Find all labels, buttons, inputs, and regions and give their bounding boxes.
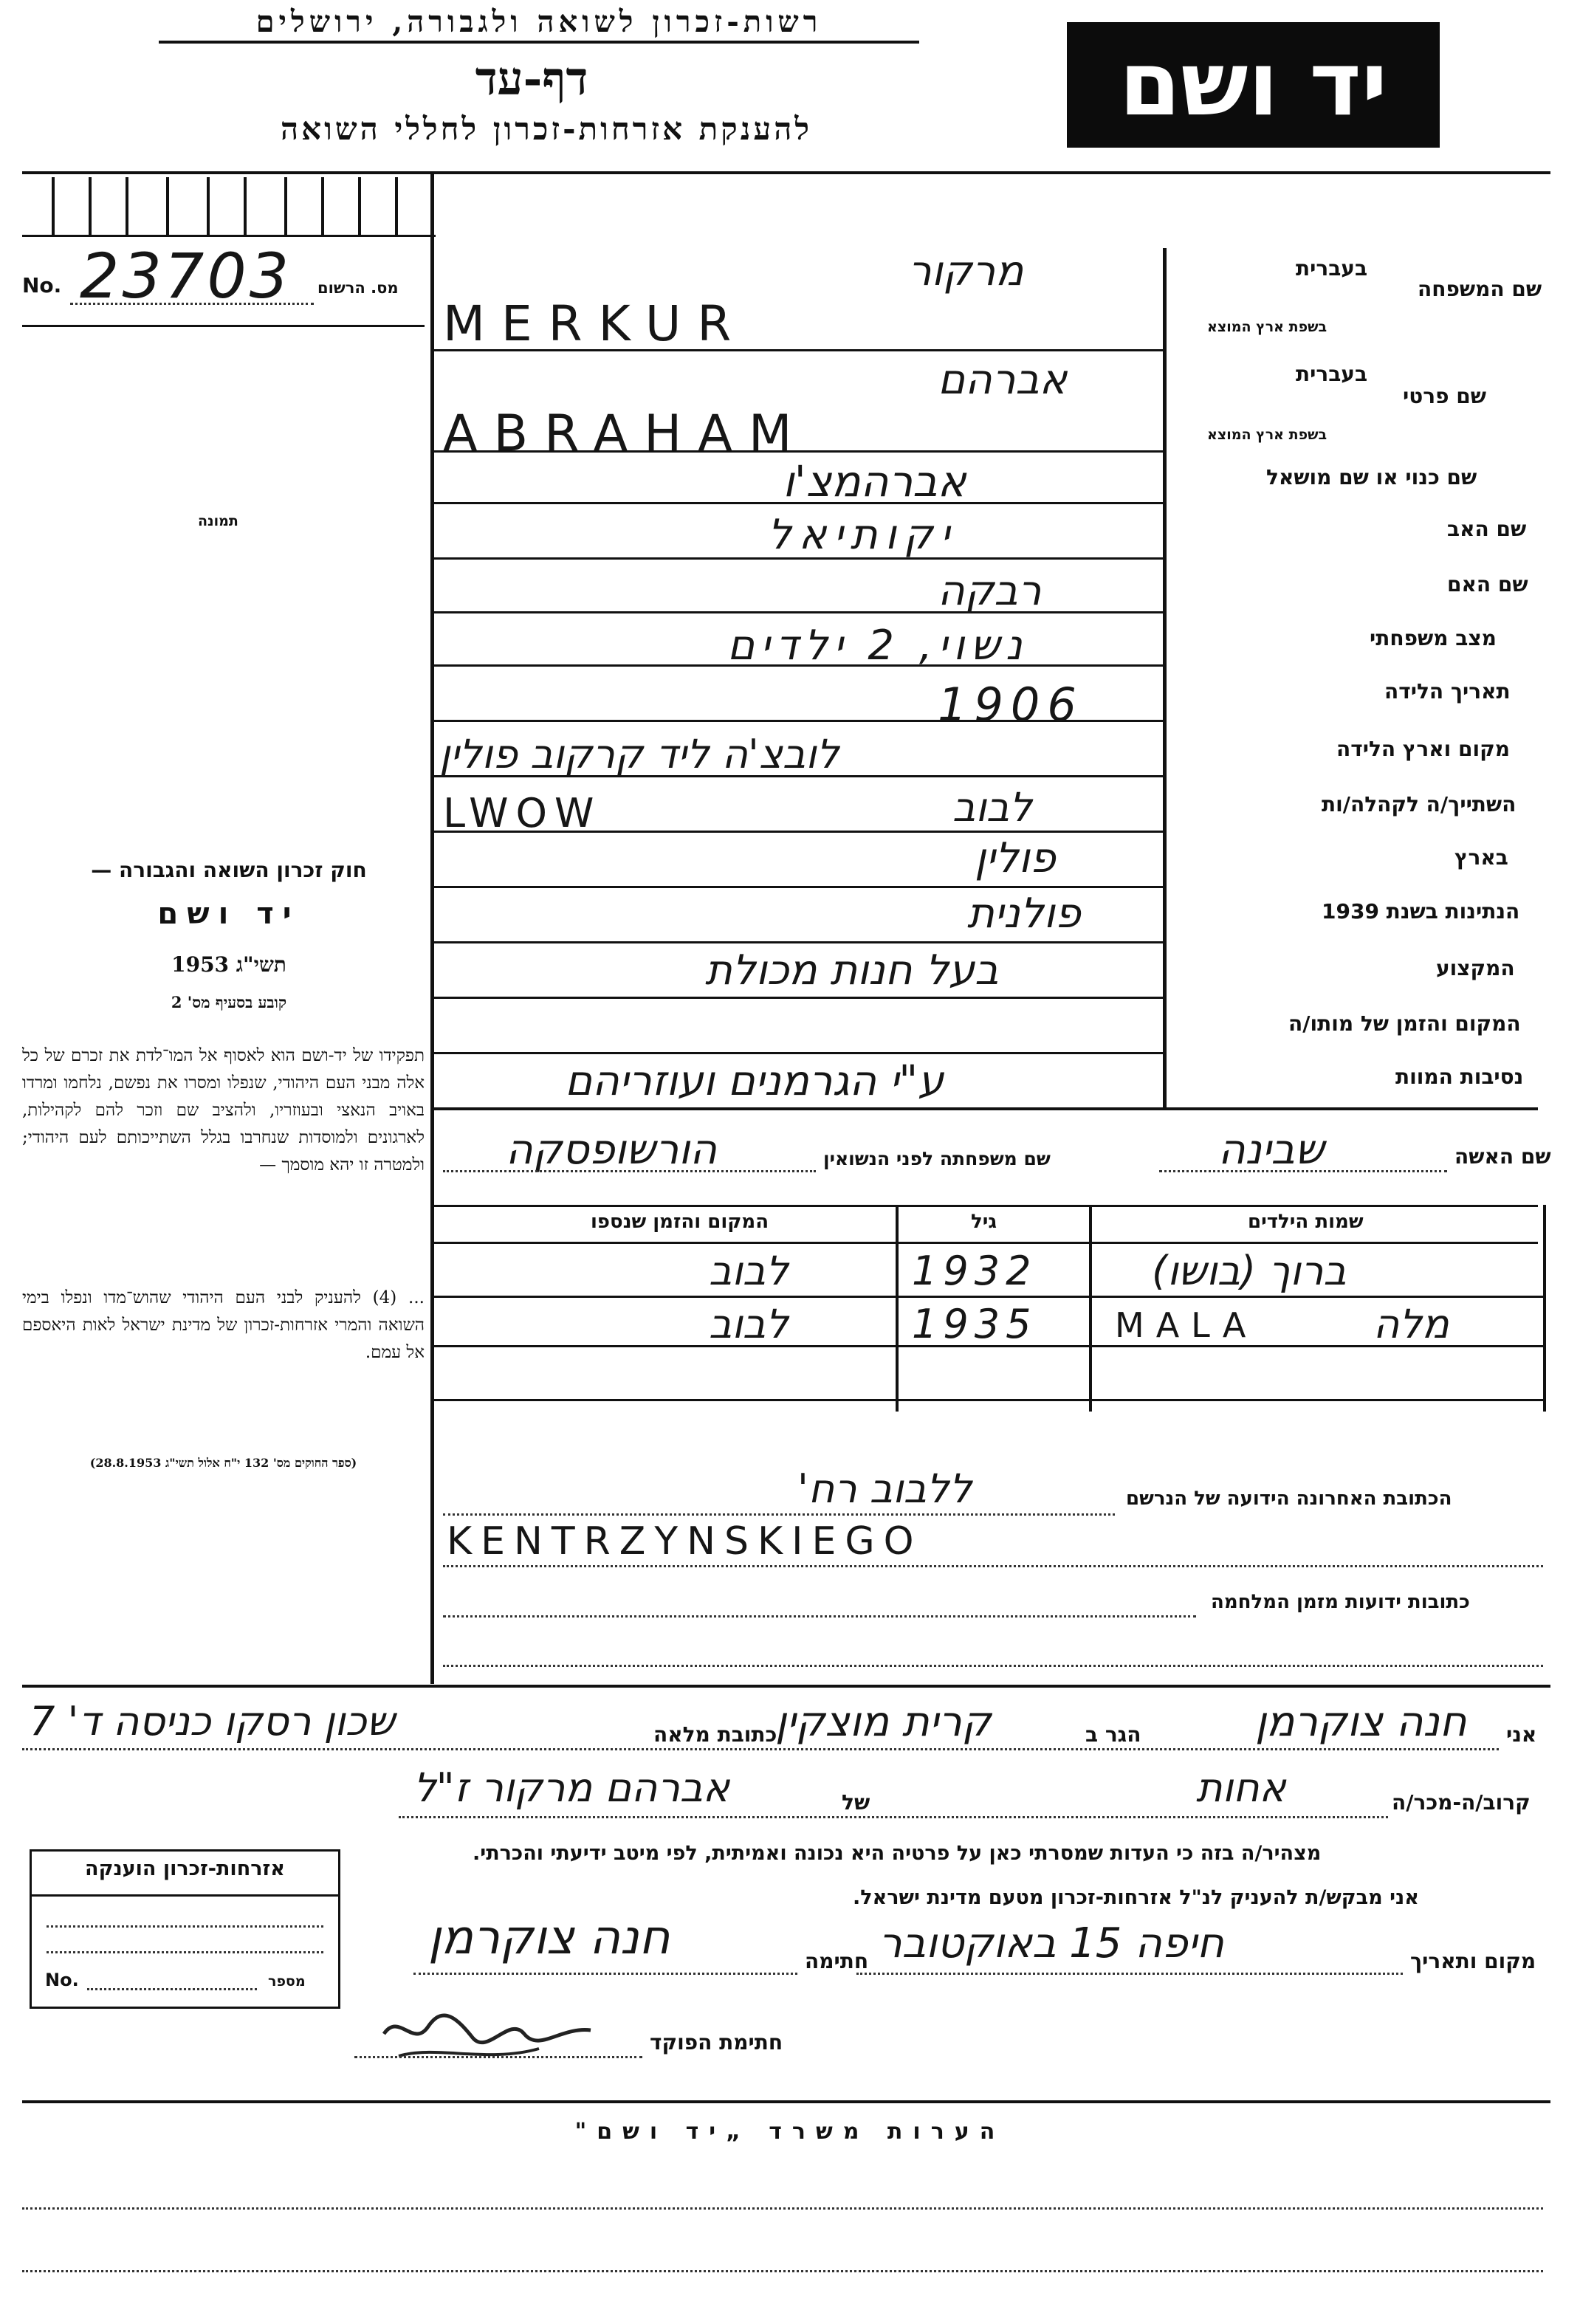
- in-country-language-label: בשפת ארץ המוצא: [1207, 319, 1327, 335]
- death-cause-value: ע"י הגרמנים ועוזריהם: [565, 1057, 944, 1105]
- nickname-value: אברהמצ'ו: [783, 456, 966, 506]
- yad-vashem-logo: [1067, 22, 1440, 148]
- child-2-name: מלה: [1373, 1301, 1449, 1347]
- officer-dots: [354, 2056, 642, 2058]
- war-address-dots: [443, 1615, 1196, 1617]
- declare-line: מצהיר/ה בזה כי העדות שמסרתי כאן על פרטיה היא נכונה ואמיתית, לפי מיטב ידיעתי והכרתי.: [473, 1842, 1322, 1865]
- address-hebrew-value: ללבוב רח': [797, 1465, 972, 1512]
- officer-label: חתימת הפוקד: [650, 2030, 783, 2055]
- page-subtitle: להענקת אזרחות-זכרון לחללי השואה: [280, 111, 813, 147]
- citizenship-box-title: אזרחות-זכרון הוענקה: [85, 1857, 285, 1880]
- citizenship-box-no-dots: [87, 1988, 257, 1990]
- in-country-language-label-2: בשפת ארץ המוצא: [1207, 427, 1327, 443]
- tick: [126, 177, 128, 236]
- registry-prefix: No.: [22, 273, 62, 298]
- citizenship-box-rule: [32, 1894, 338, 1897]
- surname-latin-value: MERKUR: [443, 295, 748, 352]
- marital-value: נשוי, 2 ילדים: [727, 622, 1028, 670]
- full-address-label: כתובת מלאה: [653, 1722, 777, 1747]
- birthdate-label: תאריך הלידה: [1384, 679, 1511, 704]
- header-rule-2: [22, 235, 436, 237]
- children-col-divider: [1089, 1205, 1092, 1412]
- column-divider: [430, 174, 434, 1684]
- witness-line-dots: [22, 1748, 1499, 1750]
- surname-label: שם המשפחה: [1418, 277, 1542, 301]
- children-row-rule: [430, 1399, 1545, 1401]
- mother-value: רבקה: [938, 567, 1042, 615]
- authority-line: רשות-זכרון לשואה ולגבורה, ירושלים: [159, 4, 919, 44]
- death-cause-label: נסיבות המוות: [1395, 1065, 1524, 1089]
- signature-label: חתימה: [805, 1949, 869, 1973]
- photo-top-rule: [22, 325, 425, 327]
- address-label: הכתובת האחרונה הידועה של הנרשם: [1126, 1488, 1452, 1510]
- citizenship-box-no: No.: [45, 1970, 79, 1990]
- row-rule: [430, 1052, 1165, 1054]
- request-line: אני מבקש/ת להעניק לנ"ל אזרחות-זכרון מטעם מדינת ישראל.: [853, 1886, 1419, 1909]
- footer-rule: [22, 2100, 1550, 2103]
- law-year: תשי"ג 1953: [171, 952, 286, 977]
- in-hebrew-label-2: בעברית: [1296, 362, 1368, 386]
- firstname-latin-value: ABRAHAM: [443, 405, 808, 463]
- occupation-label: המקצוע: [1436, 956, 1515, 980]
- children-col-age: גיל: [971, 1211, 997, 1233]
- resides-label: הגר ב: [1085, 1722, 1141, 1747]
- value-column-right-rule: [1163, 248, 1167, 1108]
- children-table-top: [430, 1205, 1538, 1207]
- father-value: יקותיאל: [768, 511, 958, 559]
- children-row-rule: [430, 1296, 1545, 1298]
- registry-dots: [70, 303, 314, 305]
- witness-place-date: חיפה 15 באוקטובר: [879, 1919, 1224, 1967]
- row-rule: [430, 1107, 1538, 1110]
- tick: [358, 177, 361, 236]
- death-place-label: המקום והזמן של מותו/ה: [1288, 1011, 1521, 1036]
- nickname-label: שם כנוי או שם מושאל: [1266, 465, 1477, 489]
- wife-dots: [1159, 1170, 1447, 1172]
- community-latin-value: LWOW: [443, 790, 602, 836]
- citizenship-box-number-label: מספר: [268, 1973, 306, 1990]
- place-date-dots: [856, 1973, 1403, 1975]
- witness-full-address: שכון רסקו כניסה ד' 7: [30, 1698, 395, 1744]
- children-col-names: שמות הילדים: [1248, 1211, 1364, 1233]
- witness-section-rule: [22, 1685, 1550, 1688]
- children-col-place: המקום והזמן שנספו: [591, 1211, 769, 1233]
- firstname-hebrew-value: אברהם: [938, 356, 1068, 404]
- place-date-label: מקום ותאריך: [1410, 1949, 1536, 1973]
- birthplace-label: מקום וארץ הלידה: [1336, 737, 1510, 761]
- citizenship-box-dots: [47, 1925, 323, 1928]
- tick: [395, 177, 398, 236]
- tick: [321, 177, 324, 236]
- signature-dots: [413, 1973, 797, 1975]
- community-label: השתייך/ה לקהלה/ות: [1322, 792, 1517, 817]
- children-header-rule: [430, 1242, 1538, 1244]
- community-hebrew-value: לבוב: [952, 784, 1032, 831]
- citizenship-value: פולנית: [967, 890, 1081, 938]
- firstname-label: שם פרטי: [1403, 384, 1487, 408]
- photo-label: תמונה: [198, 513, 238, 529]
- child-1-name: ברוך (בושו): [1152, 1248, 1347, 1294]
- in-hebrew-label: בעברית: [1296, 256, 1368, 281]
- registry-number: 23703: [80, 240, 292, 312]
- witness-name: חנה צוקרמן: [1255, 1698, 1467, 1746]
- officer-signature-icon: [369, 2004, 613, 2071]
- child-1-age: 1932: [912, 1248, 1037, 1294]
- citizenship-label: הנתינות בשנת 1939: [1322, 899, 1520, 924]
- logo-text: יד ושם: [1119, 33, 1388, 136]
- witness-relation: אחות: [1196, 1764, 1286, 1811]
- war-address-label: כתובות ידועות מזמן המלחמה: [1211, 1591, 1470, 1613]
- surname-hebrew-value: מרקור: [908, 247, 1024, 295]
- tick: [284, 177, 287, 236]
- tick: [207, 177, 210, 236]
- wife-label: שם האשה: [1454, 1144, 1551, 1169]
- maiden-dots: [443, 1170, 816, 1172]
- law-source: (ספר החוקים מס' 132 י"ח אלול תשי"ג 28.8.1953): [89, 1456, 357, 1470]
- child-1-place: לבוב: [709, 1248, 789, 1294]
- row-rule: [430, 997, 1165, 999]
- law-clause: קובע בסעיף מס' 2: [171, 993, 287, 1011]
- tick: [89, 177, 92, 236]
- law-title: חוק זכרון השואה והגבורה —: [91, 858, 367, 882]
- witness-city: קרית מוצקין: [775, 1698, 992, 1746]
- row-rule: [430, 611, 1165, 613]
- war-address-dots-2: [443, 1665, 1543, 1667]
- father-label: שם האב: [1447, 517, 1527, 541]
- address-dots: [443, 1513, 1115, 1516]
- address-latin-value: KENTRZYNSKIEGO: [447, 1519, 923, 1564]
- birthdate-value: 1906: [938, 678, 1084, 732]
- witness-i-label: אני: [1506, 1722, 1537, 1747]
- maiden-label: שם משפחתה לפני הנשואין: [823, 1148, 1051, 1169]
- tick: [166, 177, 169, 236]
- child-2-age: 1935: [912, 1301, 1037, 1347]
- country-value: פולין: [975, 834, 1056, 882]
- law-text-2: ... (4) להעניק לבני העם היהודי שהוש־מדו ונפלו בימי השואה והמרי אזרחות-זכרון של מדינת ישראל לאות היאספם אל עמם.: [22, 1288, 425, 1362]
- address-dots-2: [443, 1565, 1543, 1567]
- marital-label: מצב משפחתי: [1370, 626, 1497, 650]
- country-label: בארץ: [1454, 845, 1508, 870]
- page-title: דף-עד: [475, 52, 588, 106]
- relative-label: קרוב/ה-מכר/ה: [1392, 1790, 1531, 1815]
- witness-of-name: אברהם מרקור ז"ל: [413, 1764, 730, 1811]
- children-right-border: [1543, 1205, 1546, 1412]
- birthplace-value: לובצ'ה ליד קרקוב פולין: [439, 731, 839, 777]
- relative-line-dots: [399, 1816, 1388, 1818]
- mother-label: שם האם: [1447, 572, 1528, 597]
- wife-name: שבינה: [1218, 1126, 1325, 1174]
- child-2-name-latin: MALA: [1115, 1305, 1258, 1345]
- law-text: תפקידו של יד-ושם הוא לאסוף אל המו־לדת את זכרם של כל אלה מבני העם היהודי, שנפלו ומסרו את נפשם, נלחמו ומרדו באויב הנאצי ובעוזריו, ולהציב שם וזכר להם לקהילות, לארגונים ולמוסדות שנחרבו בגלל השתייכותם לעם היהודי; ולמטרה זו יהא מוסמך —: [22, 1046, 425, 1175]
- maiden-value: הורשופסקה: [506, 1126, 718, 1174]
- notes-dots: [22, 2207, 1543, 2210]
- child-2-place: לבוב: [709, 1301, 789, 1347]
- registry-label: מס. הרשום: [317, 279, 399, 297]
- notes-dots: [22, 2270, 1543, 2272]
- citizenship-box-dots: [47, 1951, 323, 1953]
- children-col-divider: [896, 1205, 899, 1412]
- law-name: יד ושם: [157, 897, 300, 931]
- row-rule: [430, 886, 1165, 888]
- office-notes-label: הערות משרד „יד ושם": [574, 2119, 1006, 2145]
- tick: [244, 177, 247, 236]
- citizenship-granted-box: [30, 1849, 340, 2009]
- witness-signature: חנה צוקרמן: [428, 1911, 670, 1965]
- tick: [52, 177, 55, 236]
- occupation-value: בעל חנות מכולת: [705, 946, 999, 994]
- row-rule: [430, 941, 1165, 943]
- of-label: של: [842, 1790, 870, 1815]
- header-rule: [22, 171, 1550, 174]
